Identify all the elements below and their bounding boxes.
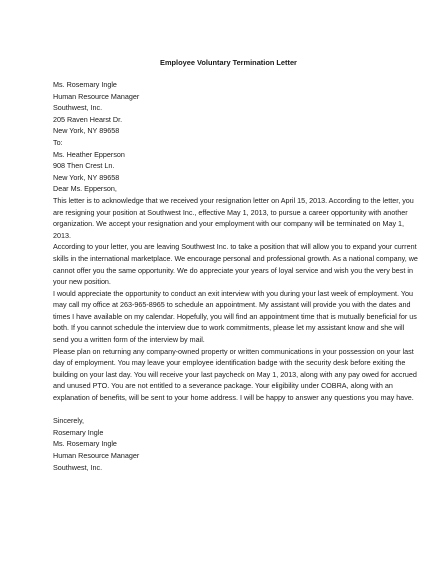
closing-line: Ms. Rosemary Ingle [53,439,117,449]
sender-line: Ms. Rosemary Ingle [53,80,117,89]
sender-line: 205 Raven Hearst Dr. [53,114,123,124]
document-title: Employee Voluntary Termination Letter [160,58,297,67]
recipient-line: 908 Then Crest Ln. [53,161,115,171]
body-line: skills in the international marketplace. We encourage personal and professional growth. As a national company, we [53,253,418,263]
sender-line: New York, NY 89658 [53,126,120,136]
body-line: your new position. [53,277,111,287]
body-line: both. If you cannot schedule the interview due to work commitments, please let my assistant know and she will [53,323,405,333]
closing-line: Southwest, Inc. [53,462,103,472]
sender-line: Human Resource Manager [53,91,140,101]
body-line: are resigning your position at Southwest Inc., effective May 1, 2013, to pursue a career opportunity with another [53,207,408,217]
body-line: Please plan on returning any company-owned property or written communications in your possession on your last [53,346,414,356]
body-line: I would appreciate the opportunity to conduct an exit interview with you during your last week of employment. You [53,288,413,298]
recipient-address [53,149,404,184]
body-line: day of employment. You may leave your employee identification badge with the security desk before exiting the [53,358,406,368]
body-line: building on your last day. You will receive your last paycheck on May 1, 2013, along with any pay owed for accrued [53,369,417,379]
recipient-line: New York, NY 89658 [53,172,120,182]
spacer [53,404,404,416]
body-line: cannot offer you the same opportunity. We do appreciate your years of loyal service and wish you the very best in [53,265,413,275]
closing-block [53,415,404,473]
recipient-line: Ms. Heather Epperson [53,149,125,159]
sender-line: Southwest, Inc. [53,103,103,113]
letter-body [53,195,418,404]
closing-line: Sincerely, [53,416,85,426]
closing-line: Human Resource Manager [53,451,140,460]
body-line: and unused PTO. You are not entitled to a severance package. Your eligibility under COBRA, along with an [53,381,393,391]
sender-address [53,79,404,137]
body-line: send you a written form of the interview by mail. [53,335,205,345]
body-line: organization. We accept your resignation and your employment with our company will be terminated on May 1, [53,219,405,229]
closing-line: Rosemary Ingle [53,427,104,437]
body-line: This letter is to acknowledge that we received your resignation letter on April 15, 2013. According to the letter, you [53,195,414,205]
body-line: may call my office at 263-965-8965 to schedule an appointment. My assistant will provide you with the dates and [53,300,411,310]
to-label: To: [53,137,63,147]
body-line: 2013. [53,230,71,240]
body-line: times I have available on my calendar. Hopefully, you will find an appointment time that is mutually beneficial for us [53,311,417,321]
body-line: According to your letter, you are leaving Southwest Inc. to take a position that will allow you to expand your current [53,242,417,252]
body-line: explanation of benefits, will be sent to your home address. I will be happy to answer any questions you may have. [53,393,414,403]
salutation: Dear Ms. Epperson, [53,184,117,194]
